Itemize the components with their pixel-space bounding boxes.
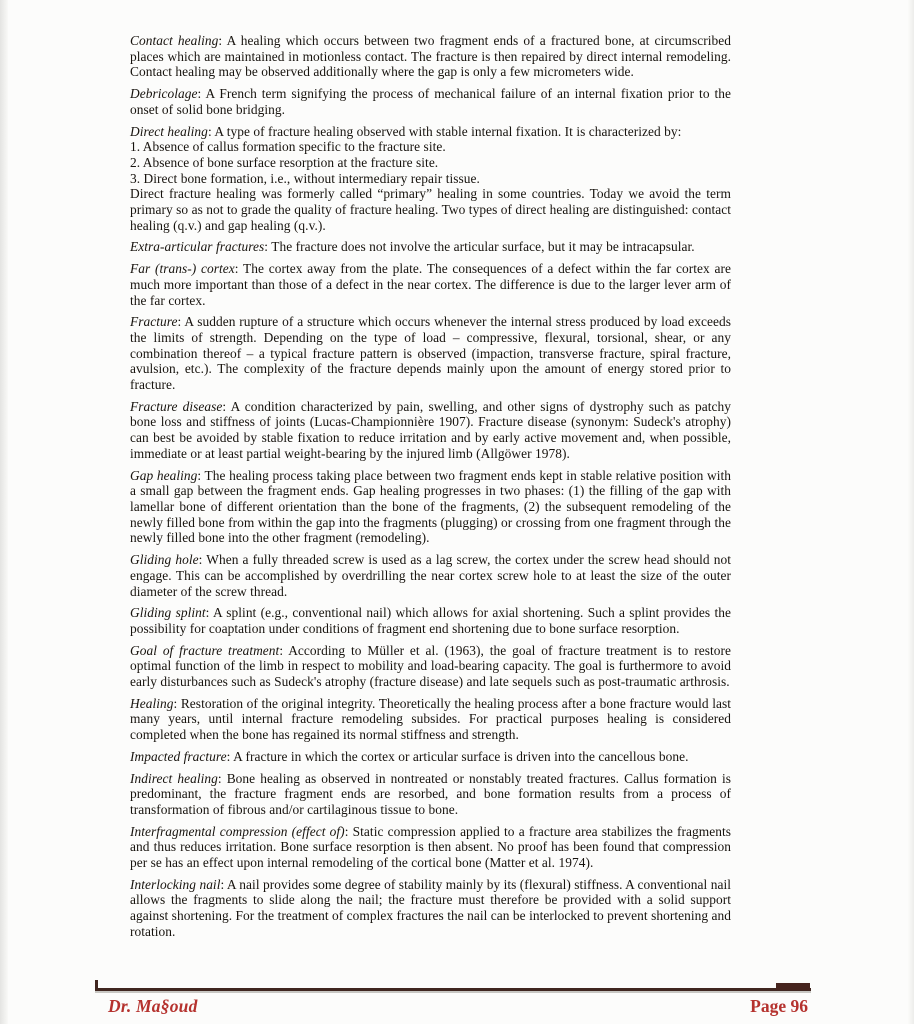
entry-separator: : xyxy=(207,123,215,139)
glossary-entry xyxy=(130,824,731,871)
entry-separator: : xyxy=(220,876,227,892)
entry-term: Fracture xyxy=(130,314,178,330)
entry-term: Goal of fracture treatment xyxy=(130,642,280,658)
footer-rule xyxy=(95,988,811,991)
entry-separator: : xyxy=(264,239,272,255)
glossary-entry xyxy=(130,605,731,636)
scan-edge-left xyxy=(0,0,8,1024)
entry-separator: : xyxy=(205,605,213,621)
entry-term: Debricolage xyxy=(130,86,198,102)
entry-separator: : xyxy=(177,314,185,330)
entry-definition: The cortex away from the plate. The consequences of a defect within the far cortex are much more important than those of a defect in the near cortex. The difference is due to the larger lever arm of the far cortex. xyxy=(130,261,731,308)
glossary-entry xyxy=(130,261,731,308)
entry-term: Gap healing xyxy=(130,467,198,483)
entry-separator: : xyxy=(279,642,289,658)
entry-term: Impacted fracture xyxy=(130,748,227,764)
entry-term: Direct healing xyxy=(130,123,208,139)
entry-definition: Bone healing as observed in nontreated or nonstably treated fractures. Callus formation is predominant, the fracture fragment ends are resorbed, and bone formation results from a process of transformation of fibrous and/or cartilaginous tissue to bone. xyxy=(130,770,732,817)
glossary-entry xyxy=(130,124,731,234)
entry-definition: The healing process taking place between two fragment ends kept in stable relative position with a small gap between the fragment ends. Gap healing progresses in two phases: (1) the filling of the gap with lamellar bone of different orientation than the bone of the fragments, (2) the subsequent remodeling of the newly filled bone from within the gap into the fragments (plugging) or crossing from one fragment through the newly filled bone into the other fragment (remodeling). xyxy=(130,467,731,546)
entry-definition: Static compression applied to a fracture area stabilizes the fragments and thus reduces irritation. Bone surface resorption is then absent. No proof has been found that compression per se has an effect upon internal remodeling of the cortical bone (Matter et al. 1974). xyxy=(130,823,731,871)
footer-page-number: Page 96 xyxy=(750,996,808,1016)
entry-term: Interfragmental compression (effect of) xyxy=(130,823,345,839)
glossary-content xyxy=(130,33,731,946)
glossary-entry xyxy=(130,643,731,690)
entry-definition: A splint (e.g., conventional nail) which allows for axial shortening. Such a splint provides the possibility for coaptation under conditions of fragment end shortening due to bone surface resorption. xyxy=(130,605,731,636)
glossary-entry xyxy=(130,239,731,255)
glossary-entry xyxy=(130,877,731,940)
entry-definition: A healing which occurs between two fragment ends of a fractured bone, at circumscribed places which are maintained in motionless contact. The fracture is then repaired by direct internal remodeling. Contact healing may be observed additionally where the gap is only a few micrometers wide. xyxy=(130,33,732,80)
entry-term: Fracture disease xyxy=(130,398,223,414)
glossary-entry xyxy=(130,33,731,80)
entry-separator: : xyxy=(197,467,205,483)
entry-term: Contact healing xyxy=(130,33,219,48)
scan-edge-right xyxy=(908,0,914,1024)
entry-definition: According to Müller et al. (1963), the goal of fracture treatment is to restore optimal function of the limb in respect to mobility and load-bearing capacity. The goal is furthermore to avoid early disturbances such as Sudeck's atrophy (fracture disease) and late sequels such as post-traumatic arthrosis. xyxy=(130,642,731,690)
entry-separator: : xyxy=(217,770,227,786)
entry-separator: : xyxy=(173,695,181,711)
entry-definition: When a fully threaded screw is used as a lag screw, the cortex under the screw head should not engage. This can be accomplished by overdrilling the near cortex screw hole to at least the size of the outer diameter of the screw thread. xyxy=(130,552,731,599)
entry-definition: A type of fracture healing observed with stable internal fixation. It is characterized by: 1. Absence of callus formation specific to the fracture site. 2. Absence of bone surface resorption at the fracture site. 3. Direct bone formation, i.e., without intermediary repair tissue. Direct fracture healing was formerly called “primary” healing in some countries. Today we avoid the term primary so as not to grade the quality of fracture healing. Two types of direct healing are distinguished: contact healing (q.v.) and gap healing (q.v.). xyxy=(130,123,731,233)
entry-definition: The fracture does not involve the articular surface, but it may be intracapsular. xyxy=(271,239,695,255)
footer-row xyxy=(108,996,808,1017)
glossary-entries xyxy=(130,33,731,940)
glossary-entry xyxy=(130,86,731,117)
entry-definition: A sudden rupture of a structure which occurs whenever the internal stress produced by load exceeds the limits of strength. Depending on the type of load – compressive, flexural, torsional, shear, or any combination thereof – a typical fracture pattern is observed (impaction, transverse fracture, spiral fracture, avulsion, etc.). The complexity of the fracture depends mainly upon the amount of energy stored prior to fracture. xyxy=(130,314,731,393)
footer-rule-right-block xyxy=(776,983,810,990)
glossary-entry xyxy=(130,696,731,743)
footer-author: Dr. Ma§oud xyxy=(108,996,198,1016)
glossary-entry xyxy=(130,552,731,599)
entry-term: Far (trans-) cortex xyxy=(130,261,235,277)
entry-separator: : xyxy=(198,552,207,568)
entry-term: Gliding splint xyxy=(130,605,206,621)
glossary-entry xyxy=(130,399,731,462)
entry-term: Gliding hole xyxy=(130,552,199,568)
entry-definition: A condition characterized by pain, swelling, and other signs of dystrophy such as patchy bone loss and stiffness of joints (Lucas-Championnière 1907). Fracture disease (synonym: Sudeck's atrophy) can best be avoided by stable fixation to reduce irritation and by early active movement and, when possible, immediate or at least partial weight-bearing by the injured limb (Allgöwer 1978). xyxy=(130,398,731,461)
entry-term: Indirect healing xyxy=(130,770,218,786)
entry-separator: : xyxy=(218,33,227,48)
glossary-entry xyxy=(130,749,731,765)
entry-definition: A French term signifying the process of mechanical failure of an internal fixation prior to the onset of solid bone bridging. xyxy=(130,86,731,117)
entry-separator: : xyxy=(222,398,231,414)
entry-term: Extra-articular fractures xyxy=(130,239,265,255)
entry-definition: Restoration of the original integrity. Theoretically the healing process after a bone fracture would last many years, until internal fracture remodeling subsides. For practical purposes healing is considered completed when the bone has regained its normal stiffness and strength. xyxy=(130,695,732,743)
entry-term: Interlocking nail xyxy=(130,876,221,892)
entry-separator: : xyxy=(197,86,206,102)
entry-separator: : xyxy=(344,823,353,839)
entry-definition: A nail provides some degree of stability mainly by its (flexural) stiffness. A conventional nail allows the fragments to slide along the nail; the fracture must therefore be provided with a solid support against shortening. For the treatment of complex fractures the nail can be interlocked to prevent shortening and rotation. xyxy=(130,876,731,939)
entry-separator: : xyxy=(234,261,244,277)
glossary-entry xyxy=(130,771,731,818)
entry-separator: : xyxy=(226,748,234,764)
entry-term: Healing xyxy=(130,695,174,711)
glossary-entry xyxy=(130,314,731,393)
entry-definition: A fracture in which the cortex or articular surface is driven into the cancellous bone. xyxy=(233,748,689,764)
glossary-entry xyxy=(130,468,731,547)
